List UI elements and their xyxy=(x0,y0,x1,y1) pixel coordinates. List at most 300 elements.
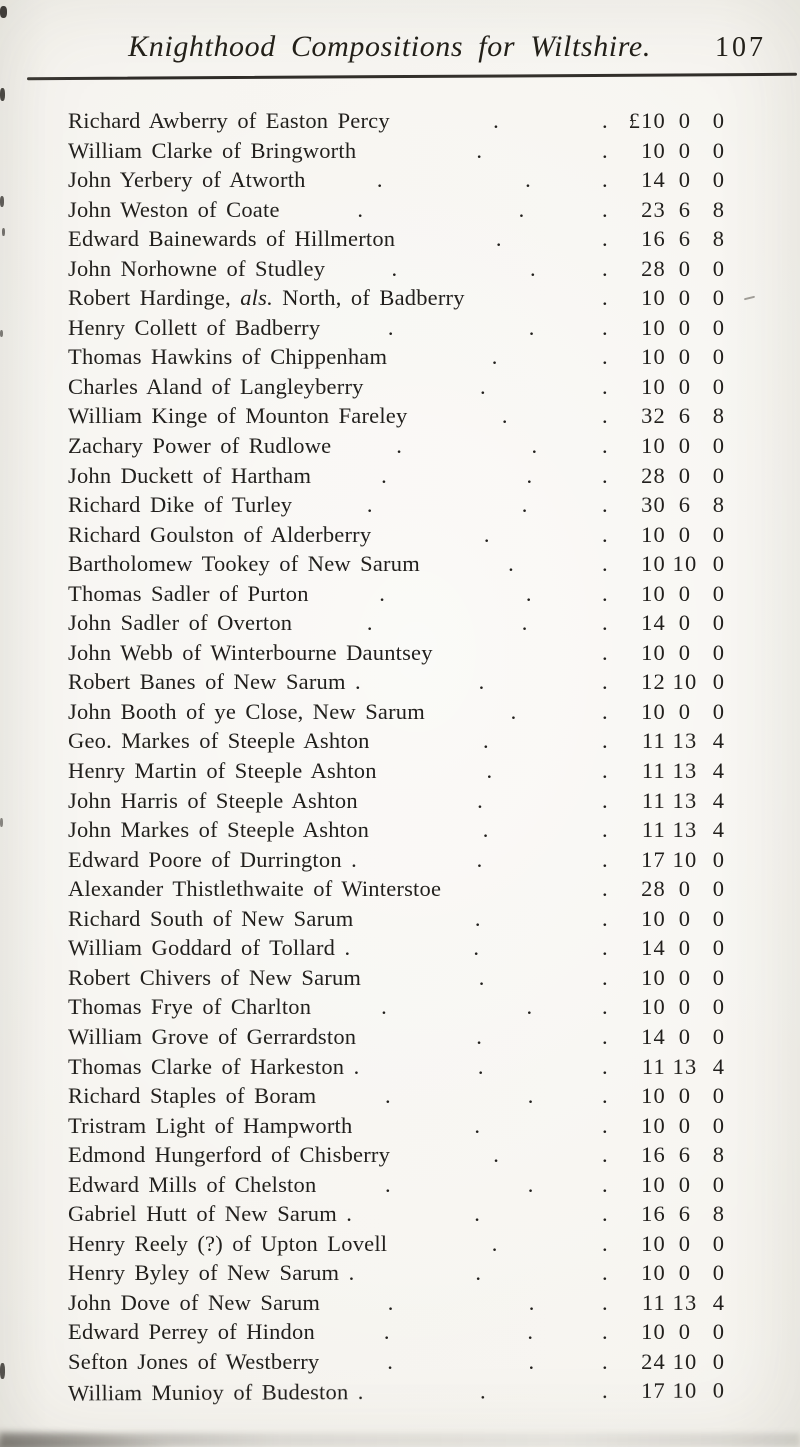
amount-shillings: 0 xyxy=(678,905,692,931)
amount-shillings: 13 xyxy=(672,758,698,784)
person-entry: Edward Poore of Durrington . xyxy=(68,846,357,872)
amount-shillings: 6 xyxy=(678,1201,692,1227)
amount-pounds: 16 xyxy=(641,1142,666,1168)
amount xyxy=(602,847,734,873)
person-entry: Richard Goulston of Alderberry xyxy=(68,521,372,547)
table-row xyxy=(68,403,734,433)
leader-dot: . xyxy=(602,521,608,547)
leader-dot: . xyxy=(602,1112,608,1138)
table-row xyxy=(68,994,734,1024)
leader-dot: . xyxy=(477,787,483,813)
amount xyxy=(602,138,734,164)
amount-pounds: 11 xyxy=(641,1053,666,1079)
amount-pence: 0 xyxy=(712,137,726,163)
person-entry: John Booth of ye Close, New Sarum xyxy=(68,698,425,724)
person-entry xyxy=(68,285,465,311)
person-entry: John Yerbery of Atworth xyxy=(68,167,306,193)
table-row xyxy=(68,1142,734,1172)
amount-pence: 0 xyxy=(712,964,726,990)
table-row xyxy=(68,551,734,581)
table-row xyxy=(68,197,734,227)
amount-pence: 0 xyxy=(712,285,726,311)
leader-dot: . xyxy=(491,1230,498,1256)
table-row xyxy=(68,1113,734,1143)
amount-shillings: 0 xyxy=(678,1319,692,1345)
leader-dot: . xyxy=(528,314,535,340)
leader-dot: . xyxy=(493,1142,499,1168)
table-row xyxy=(68,522,734,552)
table-row xyxy=(68,1377,734,1409)
amount-pence: 0 xyxy=(712,108,726,133)
amount-pence: 0 xyxy=(712,1319,726,1345)
person-entry: Sefton Jones of Westberry xyxy=(68,1348,320,1374)
table-row xyxy=(68,1260,734,1290)
leader-dot: . xyxy=(387,1348,393,1374)
page-number: 107 xyxy=(715,32,766,63)
amount-shillings: 0 xyxy=(678,876,692,902)
person-entry: Edward Bainewards of Hillmerton xyxy=(68,226,396,252)
person-entry: William Kinge of Mounton Fareley xyxy=(68,403,408,429)
leader-dot: . xyxy=(602,994,608,1020)
scan-speck xyxy=(0,1363,5,1379)
amount-pounds: 17 xyxy=(641,846,666,872)
leader-dot: . xyxy=(602,462,608,488)
amount-pounds: £10 xyxy=(628,108,666,133)
person-entry: Henry Collett of Badberry xyxy=(68,314,321,340)
leader-dot: . xyxy=(366,610,373,636)
amount xyxy=(602,994,734,1020)
person-entry: Edward Perrey of Hindon xyxy=(68,1319,315,1345)
amount-pounds: 10 xyxy=(641,137,666,163)
leader-dot: . xyxy=(476,137,482,163)
amount-pounds: 10 xyxy=(641,698,666,724)
leader-dot: . xyxy=(602,285,608,311)
amount xyxy=(602,433,734,459)
amount xyxy=(602,1054,734,1080)
amount-shillings: 0 xyxy=(678,1083,692,1109)
table-row xyxy=(68,1319,734,1349)
scan-speck xyxy=(0,818,3,827)
leader-dot: . xyxy=(495,226,502,252)
amount-pounds: 10 xyxy=(641,994,666,1020)
amount xyxy=(602,758,734,784)
amount xyxy=(602,1113,734,1139)
table-row xyxy=(68,285,734,315)
amount xyxy=(602,1260,734,1286)
amount-pence: 4 xyxy=(712,728,726,754)
scan-corner-shadow xyxy=(0,1427,176,1447)
amount xyxy=(602,876,734,902)
table-row xyxy=(68,344,734,374)
table-row xyxy=(68,728,734,758)
amount xyxy=(602,1290,734,1316)
amount-pence: 0 xyxy=(712,994,726,1020)
person-entry: Charles Aland of Langleyberry xyxy=(68,373,364,399)
leader-dot: . xyxy=(528,1289,535,1315)
amount-shillings: 6 xyxy=(678,196,692,222)
person-entry: William Munioy of Budeston . xyxy=(67,1378,364,1405)
amount-pounds: 10 xyxy=(641,285,666,311)
leader-dot: . xyxy=(602,1083,608,1109)
person-entry: Thomas Clarke of Harkeston . xyxy=(68,1053,360,1079)
amount-pounds: 28 xyxy=(641,462,667,488)
leader-dot: . xyxy=(602,758,608,784)
leader-dot: . xyxy=(602,1289,608,1315)
header-rule xyxy=(27,73,797,80)
table-row xyxy=(68,1054,734,1084)
amount-pounds: 10 xyxy=(641,433,667,459)
leader-dot: . xyxy=(601,1377,608,1403)
amount xyxy=(602,610,734,636)
amount-shillings: 0 xyxy=(678,994,692,1020)
person-entry: William Grove of Gerrardston xyxy=(68,1023,357,1049)
amount-pence: 0 xyxy=(712,255,726,281)
person-entry: Tristram Light of Hampworth xyxy=(68,1112,353,1138)
amount xyxy=(602,551,734,577)
amount-shillings: 0 xyxy=(678,462,692,488)
leader-dot: . xyxy=(384,1083,391,1109)
amount xyxy=(602,492,734,518)
amount xyxy=(602,669,734,695)
leader-dot: . xyxy=(602,876,608,902)
leader-dot: . xyxy=(602,551,608,577)
leader-dot: . xyxy=(602,492,608,518)
leader-dot: . xyxy=(602,255,608,281)
leader-dot: . xyxy=(479,1378,486,1404)
scan-speck xyxy=(0,330,3,337)
amount-pounds: 10 xyxy=(641,964,666,990)
amount-pence: 0 xyxy=(712,935,726,961)
leader-dot: . xyxy=(602,580,608,606)
leader-dot: . xyxy=(387,314,394,340)
table-row xyxy=(68,226,734,256)
amount-pence: 0 xyxy=(712,610,726,636)
leader-dot: . xyxy=(602,1171,608,1197)
amount-pounds: 14 xyxy=(641,610,667,636)
amount-shillings: 6 xyxy=(678,492,692,518)
person-entry: John Duckett of Hartham xyxy=(68,462,312,488)
amount-pence: 4 xyxy=(712,1289,726,1315)
leader-dot: . xyxy=(602,226,608,252)
amount xyxy=(602,788,734,814)
amount xyxy=(602,1231,734,1257)
table-row xyxy=(68,610,734,640)
leader-dot: . xyxy=(602,1142,608,1168)
leader-dot: . xyxy=(602,196,608,222)
amount-pence: 0 xyxy=(712,698,726,724)
leader-dot: . xyxy=(602,1230,608,1256)
leader-dot: . xyxy=(493,108,499,133)
amount xyxy=(602,522,734,548)
amount xyxy=(602,935,734,961)
person-entry: Richard Staples of Boram xyxy=(68,1083,317,1109)
amount-pounds: 11 xyxy=(641,787,666,813)
table-row xyxy=(68,138,734,168)
amount-shillings: 0 xyxy=(678,1171,692,1197)
amount-pence: 8 xyxy=(712,1201,726,1227)
amount-pence: 0 xyxy=(712,462,726,488)
amount xyxy=(602,167,734,193)
amount-shillings: 10 xyxy=(672,846,698,872)
leader-dot: . xyxy=(525,167,531,193)
leader-dot: . xyxy=(376,167,383,193)
table-row xyxy=(68,1290,734,1320)
table-row xyxy=(68,640,734,670)
person-entry: Bartholomew Tookey of New Sarum xyxy=(68,551,420,577)
amount-pounds: 10 xyxy=(641,551,666,577)
amount xyxy=(602,315,734,341)
leader-dot: . xyxy=(527,1083,534,1109)
amount xyxy=(602,1349,734,1375)
amount xyxy=(602,403,734,429)
amount xyxy=(602,817,734,843)
table-row xyxy=(68,699,734,729)
leader-dot: . xyxy=(602,1348,608,1374)
amount xyxy=(602,344,734,370)
amount-pence: 0 xyxy=(712,876,726,902)
amount-pence: 0 xyxy=(712,846,726,872)
person-entry: Geo. Markes of Steeple Ashton xyxy=(68,728,370,754)
amount-pounds: 11 xyxy=(641,817,666,843)
amount xyxy=(602,1319,734,1345)
person-entry: Richard Awberry of Easton Percy xyxy=(68,108,390,133)
amount-pence: 4 xyxy=(712,1053,726,1079)
amount-shillings: 0 xyxy=(678,255,692,281)
amount-shillings: 0 xyxy=(678,610,692,636)
leader-dot: . xyxy=(602,137,608,163)
leader-dot: . xyxy=(528,1348,535,1374)
table-row xyxy=(68,965,734,995)
amount xyxy=(602,197,734,223)
amount-pounds: 10 xyxy=(641,1319,667,1345)
leader-dot: . xyxy=(602,167,608,193)
amount-shillings: 13 xyxy=(672,787,698,813)
amount-pounds: 10 xyxy=(641,639,666,665)
person-entry: Edward Mills of Chelston xyxy=(68,1171,317,1197)
amount-shillings: 0 xyxy=(678,344,692,370)
amount-pounds: 14 xyxy=(641,167,667,193)
leader-dot: . xyxy=(602,639,608,665)
amount-pence: 0 xyxy=(712,373,726,399)
leader-dot: . xyxy=(602,1201,608,1227)
amount-pence: 8 xyxy=(712,226,726,252)
leader-dot: . xyxy=(602,1023,608,1049)
person-entry: Robert Banes of New Sarum . xyxy=(68,669,361,695)
person-entry: Thomas Hawkins of Chippenham xyxy=(68,344,388,370)
table-row xyxy=(68,1172,734,1202)
amount-shillings: 10 xyxy=(672,669,698,695)
amount-pence: 0 xyxy=(712,580,726,606)
amount-pounds: 23 xyxy=(641,196,667,222)
leader-dot: . xyxy=(529,255,536,281)
leader-dot: . xyxy=(474,905,481,931)
amount-shillings: 6 xyxy=(678,403,692,429)
leader-dot: . xyxy=(602,728,608,754)
amount-pounds: 17 xyxy=(641,1377,667,1403)
amount-pence: 0 xyxy=(712,521,726,547)
amount-shillings: 13 xyxy=(672,1053,698,1079)
table-row xyxy=(68,315,734,345)
amount-shillings: 0 xyxy=(678,285,692,311)
person-entry: John Markes of Steeple Ashton xyxy=(68,817,370,843)
amount-pounds: 14 xyxy=(641,1023,666,1049)
scan-speck xyxy=(0,88,5,101)
amount-pence: 0 xyxy=(712,639,726,665)
amount-pounds: 10 xyxy=(641,1230,666,1256)
table-row xyxy=(68,906,734,936)
person-entry: John Sadler of Overton xyxy=(68,610,293,636)
leader-dot: . xyxy=(525,580,532,606)
leader-dot: . xyxy=(477,1053,484,1079)
amount xyxy=(602,374,734,400)
table-row xyxy=(68,256,734,286)
amount-pounds: 12 xyxy=(641,669,666,695)
leader-dot: . xyxy=(602,698,608,724)
table-row xyxy=(68,788,734,818)
leader-dot: . xyxy=(602,935,608,961)
table-row xyxy=(68,817,734,847)
amount-pence: 0 xyxy=(712,1260,726,1286)
person-entry: Thomas Frye of Charlton xyxy=(68,994,312,1020)
leader-dot: . xyxy=(357,196,364,222)
amount-pounds: 24 xyxy=(641,1348,667,1374)
person-entry: Henry Reely (?) of Upton Lovell xyxy=(68,1230,388,1256)
amount-pence: 0 xyxy=(712,1083,726,1109)
leader-dot: . xyxy=(602,669,608,695)
leader-dot: . xyxy=(602,610,608,636)
amount-pounds: 10 xyxy=(641,344,666,370)
amount-pounds: 10 xyxy=(641,1083,666,1109)
amount-shillings: 0 xyxy=(678,108,692,133)
amount-shillings: 13 xyxy=(672,1289,698,1315)
amount-pence: 0 xyxy=(712,433,726,459)
leader-dot: . xyxy=(483,521,490,547)
leader-dot: . xyxy=(526,462,533,488)
amount-pounds: 14 xyxy=(641,935,666,961)
amount-pence: 0 xyxy=(712,1171,726,1197)
leader-dot: . xyxy=(474,1112,481,1138)
table-row xyxy=(68,847,734,877)
amount-shillings: 0 xyxy=(678,580,692,606)
amount-pence: 0 xyxy=(712,551,726,577)
amount-pence: 0 xyxy=(712,1112,726,1138)
leader-dot: . xyxy=(602,1319,608,1345)
amount-pence: 8 xyxy=(712,196,726,222)
amount-pounds: 28 xyxy=(641,255,666,281)
leader-dot: . xyxy=(527,1319,534,1345)
amount xyxy=(602,699,734,725)
amount xyxy=(602,581,734,607)
leader-dot: . xyxy=(478,669,485,695)
leader-dot: . xyxy=(602,1260,608,1286)
amount-pounds: 10 xyxy=(641,314,666,340)
amount-shillings: 10 xyxy=(672,551,698,577)
amount-shillings: 0 xyxy=(678,433,692,459)
scan-speck xyxy=(0,196,4,207)
scan-speck xyxy=(0,6,7,18)
leader-dot: . xyxy=(383,1319,390,1345)
leader-dot: . xyxy=(602,817,608,843)
amount-shillings: 13 xyxy=(672,728,698,754)
amount-pence: 8 xyxy=(712,1142,726,1168)
amount-shillings: 13 xyxy=(672,817,698,843)
amount-shillings: 0 xyxy=(678,1230,692,1256)
amount-shillings: 0 xyxy=(678,137,692,163)
amount-pence: 4 xyxy=(712,817,726,843)
table-row xyxy=(68,463,734,493)
leader-dot: . xyxy=(366,492,373,518)
amount xyxy=(602,728,734,754)
leader-dot: . xyxy=(510,698,517,724)
person-entry: Zachary Power of Rudlowe xyxy=(68,433,332,459)
person-entry: William Goddard of Tollard . xyxy=(68,935,351,961)
leader-dot: . xyxy=(602,787,608,813)
amount xyxy=(602,108,734,134)
amount xyxy=(602,965,734,991)
leader-dot: . xyxy=(491,344,498,370)
table-row xyxy=(68,669,734,699)
table-row xyxy=(68,374,734,404)
table-row xyxy=(68,492,734,522)
amount xyxy=(602,906,734,932)
alias-abbreviation: als. xyxy=(240,285,273,311)
person-entry: Thomas Sadler of Purton xyxy=(68,580,309,606)
amount xyxy=(602,285,734,311)
leader-dot: . xyxy=(379,580,385,606)
table-row xyxy=(68,1349,734,1379)
amount-pounds: 10 xyxy=(641,1260,666,1286)
amount xyxy=(602,640,734,666)
leader-dot: . xyxy=(385,1171,391,1197)
running-head xyxy=(0,30,800,72)
leader-dot: . xyxy=(602,344,608,370)
table-row xyxy=(68,1083,734,1113)
person-entry: Richard Dike of Turley xyxy=(68,492,293,518)
amount-shillings: 0 xyxy=(678,373,692,399)
leader-dot: . xyxy=(478,964,485,990)
person-entry: John Dove of New Sarum xyxy=(68,1289,321,1315)
leader-dot: . xyxy=(396,433,402,459)
amount xyxy=(602,1377,734,1404)
person-entry: Henry Martin of Steeple Ashton xyxy=(68,758,377,784)
amount-shillings: 0 xyxy=(678,1112,692,1138)
amount-pounds: 11 xyxy=(641,1289,666,1315)
amount-shillings: 0 xyxy=(678,521,692,547)
person-entry: Robert Chivers of New Sarum xyxy=(68,964,362,990)
amount-shillings: 6 xyxy=(678,1142,692,1168)
amount-pence: 0 xyxy=(712,167,726,193)
table-row xyxy=(68,1024,734,1054)
amount xyxy=(602,1172,734,1198)
leader-dot: . xyxy=(602,108,608,133)
scan-dash-mark xyxy=(744,296,755,301)
leader-dot: . xyxy=(391,255,398,281)
leader-dot: . xyxy=(479,373,486,399)
amount-pounds: 16 xyxy=(641,226,666,252)
leader-dot: . xyxy=(483,728,489,754)
leader-dot: . xyxy=(501,403,508,429)
person-entry: Gabriel Hutt of New Sarum . xyxy=(68,1201,353,1227)
amount-pence: 0 xyxy=(712,1230,726,1256)
amount xyxy=(602,463,734,489)
table-row xyxy=(68,1231,734,1261)
leader-dot: . xyxy=(521,610,528,636)
person-entry: Edmond Hungerford of Chisberry xyxy=(68,1142,391,1168)
table-row xyxy=(68,1201,734,1231)
table-row xyxy=(68,108,734,138)
amount-shillings: 0 xyxy=(678,964,692,990)
leader-dot: . xyxy=(521,492,528,518)
